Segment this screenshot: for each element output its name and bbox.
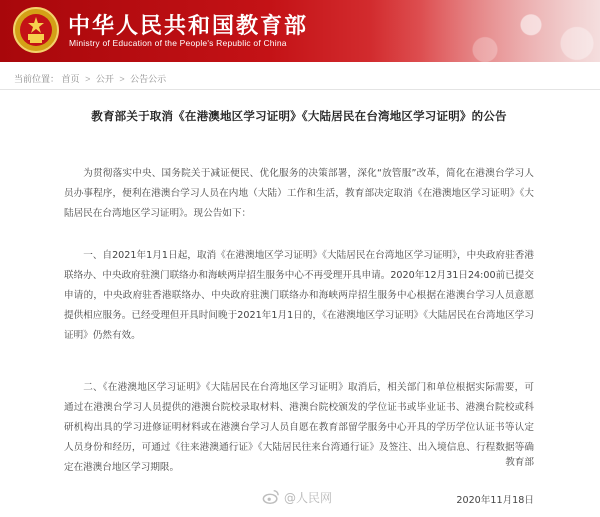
watermark-text: @人民网 [284, 490, 333, 505]
breadcrumb-prefix: 当前位置： [14, 74, 60, 84]
watermark [262, 488, 332, 506]
site-subtitle: Ministry of Education of the People's Republic of China [69, 38, 287, 48]
article-paragraph-2: 二、《在港澳地区学习证明》《大陆居民在台湾地区学习证明》取消后，相关部门和单位根据实际需要，可通过在港澳台学习人员提供的港澳台院校录取材料、港澳台院校颁发的学位证书或毕业证书、港澳台院校或科研机构出具的学习进修证明材料或在港澳台学习人员自愿在教育部留学服务中心开具的学历学位认证书等认定人员身份和经历，可通过《往来港澳通行证》《大陆居民往来台湾通行证》及签注、出入境信息、行程数据等确定在港澳台地区学习期限。 [64, 382, 534, 473]
signature-org: 教育部 [505, 457, 534, 468]
breadcrumb-item-public[interactable]: 公开 [95, 74, 114, 84]
breadcrumb [0, 70, 600, 90]
breadcrumb-item-home[interactable]: 首页 [61, 74, 80, 84]
article-title: 教育部关于取消《在港澳地区学习证明》《大陆居民在台湾地区学习证明》的公告 [91, 109, 507, 123]
article [64, 108, 534, 504]
article-paragraph-1: 一、自2021年1月1日起，取消《在港澳地区学习证明》《大陆居民在台湾地区学习证明》，中央政府驻香港联络办、中央政府驻澳门联络办和海峡两岸招生服务中心不再受理开具申请。2020年12月31日24:00前已提交申请的，中央政府驻香港联络办、中央政府驻澳门联络办和海峡两岸招生服务中心根据在港澳台学习人员意愿提供相应服务。已经受理但开具时间晚于2021年1月1日的，《在港澳地区学习证明》《大陆居民在台湾地区学习证明》仍然有效。 [64, 250, 534, 341]
article-paragraph-intro: 为贯彻落实中央、国务院关于减证便民、优化服务的决策部署，深化“放管服”改革，简化在港澳台学习人员办事程序，便利在港澳台学习人员在内地（大陆）工作和生活，教育部决定取消《在港澳地区学习证明》《大陆居民在台湾地区学习证明》。现公告如下： [64, 168, 534, 219]
site-title[interactable]: 中华人民共和国教育部 [68, 13, 309, 39]
header-decoration [370, 0, 600, 62]
weibo-icon [262, 488, 280, 506]
breadcrumb-separator: > [119, 74, 125, 84]
national-emblem-icon[interactable] [12, 6, 60, 54]
breadcrumb-item-announcements[interactable]: 公告公示 [130, 74, 167, 84]
breadcrumb-separator: > [85, 74, 91, 84]
signature-date: 2020年11月18日 [456, 495, 534, 506]
site-header [0, 0, 600, 62]
